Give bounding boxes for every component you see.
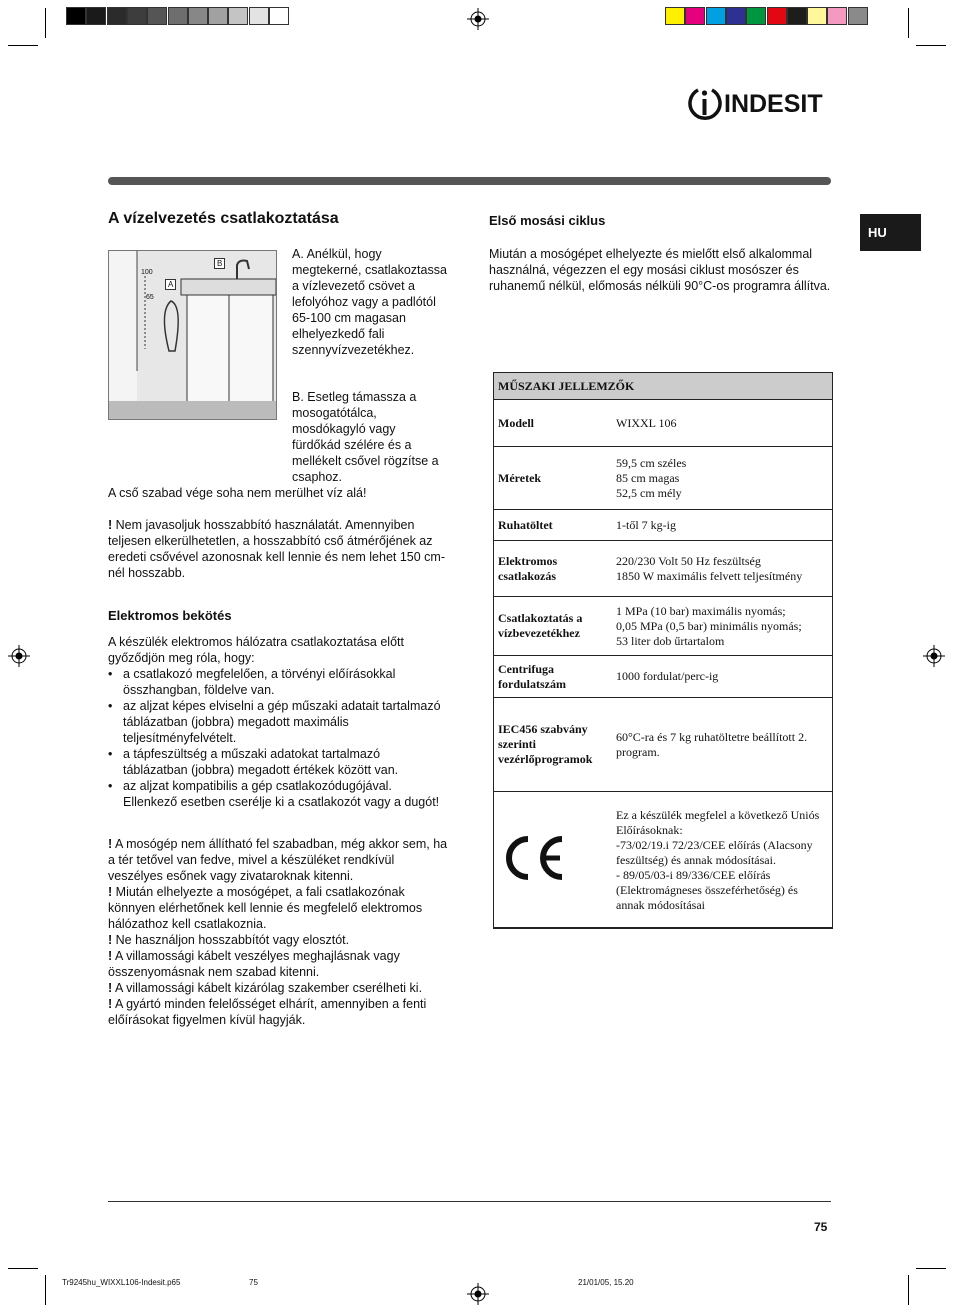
spec-table bbox=[493, 372, 833, 929]
indesit-logo-icon bbox=[686, 86, 722, 122]
cmyk-swatch bbox=[706, 7, 726, 25]
gray-swatch bbox=[168, 7, 188, 25]
registration-mark-icon bbox=[8, 645, 30, 667]
table-row: Ruhatöltet 1-től 7 kg-ig bbox=[493, 510, 833, 541]
crop-mark bbox=[45, 1275, 46, 1305]
electric-intro: A készülék elektromos hálózatra csatlakoztatása előtt győződjön meg róla, hogy: bbox=[108, 635, 404, 665]
crop-mark bbox=[916, 1268, 946, 1269]
gray-swatch bbox=[127, 7, 147, 25]
page-number: 75 bbox=[814, 1220, 828, 1234]
sink-drain-illustration bbox=[109, 251, 276, 419]
warning-text: Nem javasoljuk hosszabbító használatát. Amennyiben teljesen elkerülhetetlen, a hosszabbító cső átmérőjének az eredeti csővével azonosnak kell lennie és nem lehet 150 cm-nél hosszabb. bbox=[108, 518, 445, 580]
brand-name: INDESIT bbox=[724, 90, 823, 118]
table-row: Elektromos csatlakozás 220/230 Volt 50 Hz feszültség 1850 W maximális felvett teljesítmény bbox=[493, 541, 833, 597]
crop-mark bbox=[908, 1275, 909, 1305]
cmyk-swatch bbox=[746, 7, 766, 25]
cmyk-swatch bbox=[665, 7, 685, 25]
gray-swatch bbox=[249, 7, 269, 25]
registration-mark-icon bbox=[467, 8, 489, 30]
section-title-electric: Elektromos bekötés bbox=[108, 608, 232, 623]
warning-extension-hose bbox=[108, 517, 448, 581]
section-title-drain: A vízelvezetés csatlakoztatása bbox=[108, 210, 339, 227]
crop-mark bbox=[45, 8, 46, 38]
gray-swatch bbox=[269, 7, 289, 25]
cmyk-swatch bbox=[807, 7, 827, 25]
registration-mark-icon bbox=[467, 1283, 489, 1305]
cmyk-swatch bbox=[726, 7, 746, 25]
drain-option-b: B. Esetleg támassza a mosogatótálca, mosdókagyló vagy fürdőkád szélére és a mellékelt csővel rögzítse a csaphoz. bbox=[292, 390, 439, 484]
figure-label-65: 65 bbox=[146, 294, 154, 301]
table-row: Centrifuga fordulatszám 1000 fordulat/perc-ig bbox=[493, 656, 833, 698]
gray-swatch bbox=[228, 7, 248, 25]
list-item: • a csatlakozó megfelelően, a törvényi előírásokkal összhangban, földelve van. bbox=[108, 667, 396, 697]
gray-swatch bbox=[107, 7, 127, 25]
footer-divider bbox=[108, 1201, 831, 1202]
footer-filename: Tr9245hu_WIXXL106-Indesit.p65 bbox=[62, 1278, 181, 1287]
gray-swatch bbox=[86, 7, 106, 25]
crop-mark bbox=[908, 8, 909, 38]
header-divider bbox=[108, 177, 831, 185]
cmyk-swatch bbox=[767, 7, 787, 25]
list-item: • a tápfeszültség a műszaki adatokat tartalmazó táblázatban (jobbra) megadott értékek között van. bbox=[108, 747, 399, 777]
warning-item: ! A villamossági kábelt veszélyes meghajlásnak vagy összenyomásnak nem szabad kitenni. bbox=[108, 949, 400, 979]
warning-item: ! A gyártó minden felelősséget elhárít, amennyiben a fenti előírásokat figyelmen kívül hagyják. bbox=[108, 997, 427, 1027]
crop-mark bbox=[8, 1268, 38, 1269]
registration-mark-icon bbox=[923, 645, 945, 667]
gray-swatch bbox=[188, 7, 208, 25]
figure-label-a: A bbox=[165, 279, 176, 290]
ce-mark-icon bbox=[498, 833, 568, 883]
warning-icon: ! bbox=[108, 518, 113, 532]
first-wash-text: Miután a mosógépet elhelyezte és mielőtt első alkalommal használná, végezzen el egy mosási ciklust mosószer és ruhanemű nélkül, előmosás nélküli 90°C-os programra állítva. bbox=[489, 247, 831, 293]
list-item: • az aljzat képes elviselni a gép műszaki adatait tartalmazó táblázatban (jobbra) megadott maximális teljesítményfelvételt. bbox=[108, 699, 441, 745]
table-row bbox=[493, 792, 833, 929]
spec-table-title: MŰSZAKI JELLEMZŐK bbox=[493, 373, 833, 400]
gray-swatch bbox=[66, 7, 86, 25]
electric-warnings bbox=[108, 836, 450, 1028]
table-row: IEC456 szabvány szerinti vezérlőprogramok 60°C-ra és 7 kg ruhatöltetre beállított 2. program. bbox=[493, 698, 833, 792]
section-title-first-wash: Első mosási ciklus bbox=[489, 213, 606, 228]
table-header-row bbox=[493, 373, 833, 400]
warning-item: ! A villamossági kábelt kizárólag szakember cserélheti ki. bbox=[108, 981, 423, 995]
warning-item: ! Miután elhelyezte a mosógépet, a fali csatlakozónak könnyen elérhetőnek kell lennie és megfelelő elektromos hálózathoz kell csatlakoznia. bbox=[108, 885, 423, 931]
ce-mark bbox=[493, 792, 611, 929]
cmyk-swatch bbox=[685, 7, 705, 25]
figure-label-100: 100 bbox=[141, 269, 153, 276]
drain-hose-figure bbox=[108, 250, 277, 420]
gray-swatch bbox=[208, 7, 228, 25]
cmyk-swatch bbox=[787, 7, 807, 25]
footer-date: 21/01/05, 15.20 bbox=[578, 1278, 634, 1287]
table-row: Modell WIXXL 106 bbox=[493, 400, 833, 447]
footer-page: 75 bbox=[249, 1278, 258, 1287]
cmyk-swatch bbox=[827, 7, 847, 25]
ce-conformity-text: Ez a készülék megfelel a következő Uniós Előírásoknak: -73/02/19.i 72/23/CEE előírás (Alacsony feszültség) és annak módosításai. - 89/05/03-i 89/336/CEE előírás (Elektromágneses összeférhetőség) és annak módosításai bbox=[611, 792, 833, 929]
gray-swatch bbox=[147, 7, 167, 25]
list-item: • az aljzat kompatibilis a gép csatlakozódugójával. Ellenkező esetben cserélje ki a csatlakozót vagy a dugót! bbox=[108, 779, 440, 809]
warning-item: ! Ne használjon hosszabbítót vagy elosztót. bbox=[108, 933, 350, 947]
language-tab: HU bbox=[860, 214, 921, 251]
warning-item: ! A mosógép nem állítható fel szabadban, még akkor sem, ha a tér tetővel van fedve, mivel a készüléket rendkívül veszélyes esőnek vagy zivataroknak kitenni. bbox=[108, 837, 448, 883]
table-row: Méretek 59,5 cm széles 85 cm magas 52,5 cm mély bbox=[493, 447, 833, 510]
drain-note: A cső szabad vége soha nem merülhet víz alá! bbox=[108, 486, 367, 500]
crop-mark bbox=[916, 45, 946, 46]
figure-label-b: B bbox=[214, 258, 225, 269]
drain-option-a: A. Anélkül, hogy megtekerné, csatlakoztassa a vízlevezető csövet a lefolyóhoz vagy a padlótól 65-100 cm magasan elhelyezkedő fali szennyvízvezetékhez. bbox=[292, 247, 447, 357]
crop-mark bbox=[8, 45, 38, 46]
table-row: Csatlakoztatás a vízbevezetékhez 1 MPa (10 bar) maximális nyomás; 0,05 MPa (0,5 bar) minimális nyomás; 53 liter dob űrtartalom bbox=[493, 597, 833, 656]
cmyk-swatch bbox=[848, 7, 868, 25]
indesit-logo bbox=[686, 86, 832, 122]
electric-checklist bbox=[108, 666, 448, 810]
